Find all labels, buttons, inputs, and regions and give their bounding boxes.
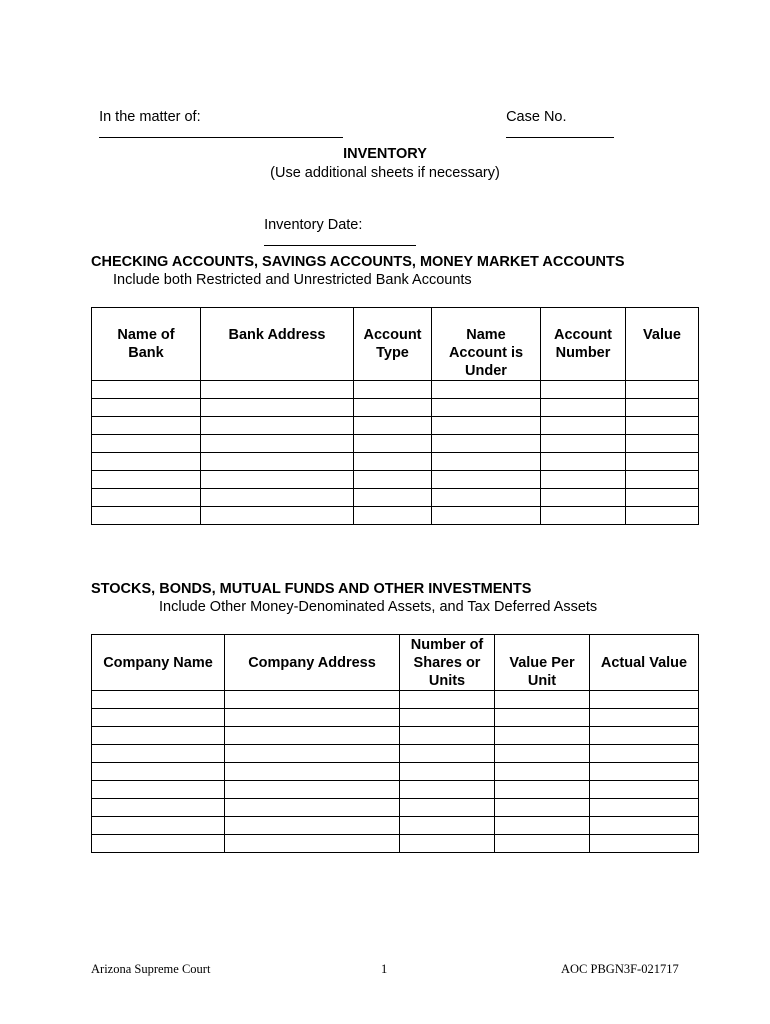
stock-cell[interactable] xyxy=(495,817,590,835)
stock-cell[interactable] xyxy=(590,763,699,781)
bank-cell[interactable] xyxy=(626,417,699,435)
stock-cell[interactable] xyxy=(92,835,225,853)
bank-cell[interactable] xyxy=(92,489,201,507)
stock-cell[interactable] xyxy=(400,763,495,781)
stock-cell[interactable] xyxy=(495,691,590,709)
col-account-number: Account Number xyxy=(541,308,626,381)
stock-cell[interactable] xyxy=(495,709,590,727)
stock-cell[interactable] xyxy=(495,781,590,799)
stock-cell[interactable] xyxy=(92,709,225,727)
stock-cell[interactable] xyxy=(225,817,400,835)
bank-cell[interactable] xyxy=(201,435,354,453)
stock-cell[interactable] xyxy=(590,835,699,853)
stock-cell[interactable] xyxy=(590,781,699,799)
col-name-of-bank: Name of Bank xyxy=(92,308,201,381)
table-row xyxy=(92,799,699,817)
col-company-address: Company Address xyxy=(225,635,400,691)
bank-cell[interactable] xyxy=(354,453,432,471)
bank-cell[interactable] xyxy=(432,381,541,399)
bank-cell[interactable] xyxy=(432,507,541,525)
bank-cell[interactable] xyxy=(354,417,432,435)
col-company-name: Company Name xyxy=(92,635,225,691)
stock-cell[interactable] xyxy=(92,817,225,835)
inventory-date-line xyxy=(256,201,416,250)
case-line xyxy=(498,93,614,142)
stock-cell[interactable] xyxy=(590,799,699,817)
stock-cell[interactable] xyxy=(92,763,225,781)
bank-cell[interactable] xyxy=(201,453,354,471)
bank-cell[interactable] xyxy=(92,417,201,435)
stock-cell[interactable] xyxy=(495,799,590,817)
bank-accounts-table xyxy=(91,307,699,525)
stock-cell[interactable] xyxy=(400,727,495,745)
col-bank-address: Bank Address xyxy=(201,308,354,381)
bank-cell[interactable] xyxy=(541,453,626,471)
stock-cell[interactable] xyxy=(495,727,590,745)
col-number-of-shares: Number of Shares or Units xyxy=(400,635,495,691)
footer-form-id: AOC PBGN3F-021717 xyxy=(561,962,679,976)
table-row xyxy=(92,381,699,399)
bank-cell[interactable] xyxy=(92,381,201,399)
stock-cell[interactable] xyxy=(400,799,495,817)
stock-cell[interactable] xyxy=(225,745,400,763)
bank-header-row xyxy=(92,308,699,381)
stock-cell[interactable] xyxy=(400,817,495,835)
table-row xyxy=(92,727,699,745)
table-row xyxy=(92,835,699,853)
stock-cell[interactable] xyxy=(225,835,400,853)
bank-cell[interactable] xyxy=(354,471,432,489)
bank-cell[interactable] xyxy=(92,399,201,417)
stock-cell[interactable] xyxy=(225,691,400,709)
col-value: Value xyxy=(626,308,699,381)
bank-cell[interactable] xyxy=(201,381,354,399)
bank-cell[interactable] xyxy=(92,435,201,453)
bank-cell[interactable] xyxy=(541,507,626,525)
bank-cell[interactable] xyxy=(201,399,354,417)
table-row xyxy=(92,417,699,435)
bank-cell[interactable] xyxy=(541,399,626,417)
bank-cell[interactable] xyxy=(92,507,201,525)
footer-left: Arizona Supreme Court xyxy=(91,962,211,976)
stock-cell[interactable] xyxy=(225,709,400,727)
bank-cell[interactable] xyxy=(626,399,699,417)
table-row xyxy=(92,471,699,489)
stock-cell[interactable] xyxy=(225,781,400,799)
bank-cell[interactable] xyxy=(626,471,699,489)
page-subtitle: (Use additional sheets if necessary) xyxy=(270,165,500,181)
bank-cell[interactable] xyxy=(626,381,699,399)
bank-cell[interactable] xyxy=(541,435,626,453)
bank-cell[interactable] xyxy=(432,489,541,507)
bank-cell[interactable] xyxy=(201,417,354,435)
matter-line xyxy=(91,93,343,142)
bank-cell[interactable] xyxy=(92,453,201,471)
stock-section-heading: STOCKS, BONDS, MUTUAL FUNDS AND OTHER INVESTMENTS xyxy=(91,581,532,597)
bank-cell[interactable] xyxy=(432,471,541,489)
bank-cell[interactable] xyxy=(354,507,432,525)
matter-field[interactable] xyxy=(99,125,343,138)
bank-cell[interactable] xyxy=(626,453,699,471)
page-title: INVENTORY xyxy=(343,146,427,162)
bank-cell[interactable] xyxy=(201,489,354,507)
stock-cell[interactable] xyxy=(590,691,699,709)
bank-cell[interactable] xyxy=(626,507,699,525)
inventory-date-field[interactable] xyxy=(264,233,416,246)
bank-cell[interactable] xyxy=(201,471,354,489)
bank-section-subheading: Include both Restricted and Unrestricted Bank Accounts xyxy=(113,272,472,288)
bank-cell[interactable] xyxy=(201,507,354,525)
stock-cell[interactable] xyxy=(400,745,495,763)
bank-section-heading: CHECKING ACCOUNTS, SAVINGS ACCOUNTS, MONEY MARKET ACCOUNTS xyxy=(91,254,625,270)
bank-cell[interactable] xyxy=(354,399,432,417)
table-row xyxy=(92,763,699,781)
table-row xyxy=(92,709,699,727)
stock-cell[interactable] xyxy=(225,727,400,745)
stock-cell[interactable] xyxy=(495,835,590,853)
stock-section-subheading: Include Other Money-Denominated Assets, and Tax Deferred Assets xyxy=(159,599,598,615)
stock-cell[interactable] xyxy=(400,691,495,709)
stock-cell[interactable] xyxy=(400,709,495,727)
table-row xyxy=(92,781,699,799)
col-account-type: Account Type xyxy=(354,308,432,381)
col-actual-value: Actual Value xyxy=(590,635,699,691)
bank-cell[interactable] xyxy=(432,417,541,435)
stock-cell[interactable] xyxy=(590,817,699,835)
bank-cell[interactable] xyxy=(541,471,626,489)
stock-cell[interactable] xyxy=(400,835,495,853)
case-number-field[interactable] xyxy=(506,125,614,138)
stock-cell[interactable] xyxy=(92,691,225,709)
stock-cell[interactable] xyxy=(92,799,225,817)
table-row xyxy=(92,691,699,709)
stock-cell[interactable] xyxy=(590,745,699,763)
bank-cell[interactable] xyxy=(354,381,432,399)
stock-cell[interactable] xyxy=(225,763,400,781)
stock-cell[interactable] xyxy=(590,709,699,727)
stock-cell[interactable] xyxy=(590,727,699,745)
bank-cell[interactable] xyxy=(354,435,432,453)
bank-cell[interactable] xyxy=(541,417,626,435)
table-row xyxy=(92,399,699,417)
bank-cell[interactable] xyxy=(432,435,541,453)
table-row xyxy=(92,507,699,525)
stock-cell[interactable] xyxy=(92,745,225,763)
stock-header-row xyxy=(92,635,699,691)
stock-cell[interactable] xyxy=(92,727,225,745)
bank-cell[interactable] xyxy=(432,453,541,471)
table-row xyxy=(92,453,699,471)
bank-cell[interactable] xyxy=(541,381,626,399)
bank-cell[interactable] xyxy=(626,489,699,507)
table-row xyxy=(92,745,699,763)
stock-cell[interactable] xyxy=(225,799,400,817)
table-row xyxy=(92,817,699,835)
bank-cell[interactable] xyxy=(541,489,626,507)
inventory-date-label: Inventory Date: xyxy=(264,217,363,233)
bank-cell[interactable] xyxy=(92,471,201,489)
stock-cell[interactable] xyxy=(495,745,590,763)
table-row xyxy=(92,435,699,453)
stock-cell[interactable] xyxy=(495,763,590,781)
bank-cell[interactable] xyxy=(354,489,432,507)
stock-cell[interactable] xyxy=(400,781,495,799)
bank-cell[interactable] xyxy=(626,435,699,453)
footer-page-number: 1 xyxy=(381,962,388,976)
matter-label: In the matter of: xyxy=(99,109,201,125)
bank-cell[interactable] xyxy=(432,399,541,417)
case-label: Case No. xyxy=(506,109,567,125)
table-row xyxy=(92,489,699,507)
col-name-account-is-under: Name Account is Under xyxy=(432,308,541,381)
stock-cell[interactable] xyxy=(92,781,225,799)
col-value-per-unit: Value Per Unit xyxy=(495,635,590,691)
investments-table xyxy=(91,634,699,853)
